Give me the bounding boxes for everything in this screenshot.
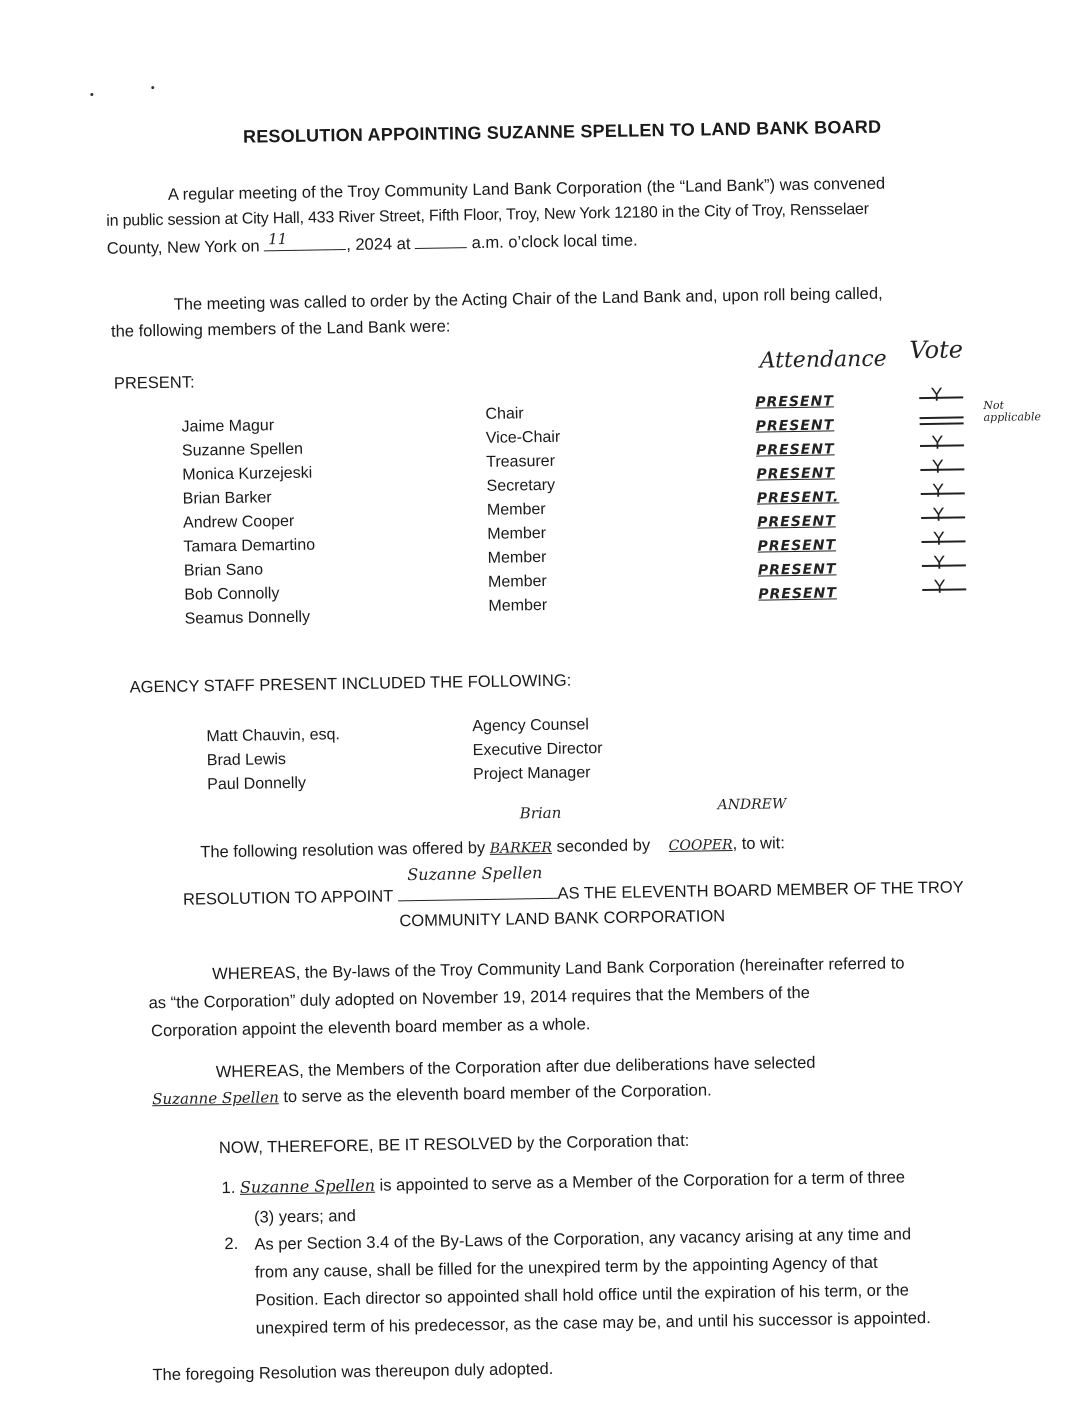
roll-call-line-1: The meeting was called to order by the Acting Chair of the Land Bank and, upon roll being called, — [173, 284, 883, 314]
vote-mark: Y — [931, 384, 943, 406]
staff-name: Matt Chauvin, esq. — [206, 726, 340, 746]
vote-line — [920, 422, 964, 425]
member-name: Suzanne Spellen — [181, 440, 304, 460]
resolved-line: NOW, THEREFORE, BE IT RESOLVED by the Corporation that: — [218, 1131, 690, 1158]
staff-heading: AGENCY STAFF PRESENT INCLUDED THE FOLLOWING: — [129, 671, 572, 697]
vote-cell — [914, 433, 974, 458]
whereas2-text: to serve as the eleventh board member of the Corporation. — [283, 1081, 712, 1107]
vote-cell — [913, 385, 973, 410]
member-roles-column — [485, 402, 563, 619]
member-role: Member — [486, 500, 546, 519]
member-name: Bob Connolly — [184, 585, 280, 604]
appointee-handwritten: Suzanne Spellen — [407, 863, 543, 885]
member-role: Member — [488, 596, 548, 615]
vote-mark: Y — [934, 576, 946, 598]
intro-line-3-c: a.m. o’clock local time. — [471, 231, 638, 253]
offered-by-name: BARKER — [489, 839, 553, 857]
vote-mark: Y — [932, 504, 945, 526]
intro-line-1: A regular meeting of the Troy Community Land Bank Corporation (the “Land Bank”) was convened — [167, 174, 886, 204]
member-role: Vice-Chair — [485, 428, 561, 447]
intro-line-3-b: , 2024 at — [346, 235, 411, 255]
present-label: PRESENT: — [113, 373, 195, 393]
vote-mark: Y — [931, 432, 944, 454]
vote-header: Vote — [909, 335, 964, 365]
seconded-by-name: COOPER — [668, 837, 733, 855]
member-role: Member — [487, 524, 547, 543]
resolution-text-a: RESOLUTION TO APPOINT — [182, 887, 394, 909]
staff-name: Brad Lewis — [206, 751, 287, 770]
vote-cell — [914, 457, 974, 482]
whereas2-line-1: WHEREAS, the Members of the Corporation after due deliberations have selected — [215, 1053, 816, 1082]
staff-names-column — [206, 723, 341, 797]
item2-number: 2. — [224, 1234, 239, 1254]
item1-appointee: Suzanne Spellen — [239, 1175, 376, 1197]
attendance-mark: PRESENT — [757, 561, 837, 579]
whereas1-line-3: Corporation appoint the eleventh board member as a whole. — [150, 1015, 591, 1041]
attendance-header: Attendance — [759, 346, 887, 374]
item2-line-4: unexpired term of his predecessor, as the case may be, and until his successor is appointed. — [255, 1309, 931, 1338]
seconded-by-above: ANDREW — [717, 796, 787, 814]
whereas1-line-2: as “the Corporation” duly adopted on November 19, 2014 requires that the Members of the — [148, 983, 811, 1013]
member-name: Monica Kurzejeski — [182, 464, 313, 484]
vote-cell — [913, 409, 973, 434]
attendance-mark: PRESENT — [756, 465, 836, 483]
document-title: RESOLUTION APPOINTING SUZANNE SPELLEN TO LAND BANK BOARD — [242, 116, 882, 147]
staff-roles-column — [472, 713, 603, 787]
closing-line: The foregoing Resolution was thereupon duly adopted. — [152, 1359, 554, 1385]
intro-line-2: in public session at City Hall, 433 River Street, Fifth Floor, Troy, New York 12180 in the City of Troy, Rensselaer — [106, 200, 869, 230]
item2-line-2: from any cause, shall be filled for the unexpired term by the appointing Agency of that — [254, 1253, 878, 1282]
item2-text — [254, 1220, 931, 1343]
date-blank — [264, 231, 346, 251]
attendance-mark: PRESENT — [757, 537, 837, 555]
staff-name: Paul Donnelly — [207, 774, 307, 794]
whereas2-appointee: Suzanne Spellen — [152, 1088, 279, 1109]
member-names-column — [181, 414, 316, 632]
resolution-text-b: AS THE ELEVENTH BOARD MEMBER OF THE TROY — [557, 878, 964, 903]
attendance-mark: PRESENT. — [756, 489, 840, 507]
resolution-heading-line-2: COMMUNITY LAND BANK CORPORATION — [399, 907, 726, 931]
vote-line — [920, 416, 964, 419]
time-blank — [415, 229, 467, 249]
item2-line-1: As per Section 3.4 of the By-Laws of the Corporation, any vacancy arising at any time and — [254, 1225, 912, 1254]
scan-speck — [90, 93, 93, 96]
member-name: Brian Sano — [183, 561, 264, 580]
attendance-column — [755, 389, 841, 606]
scan-speck — [151, 86, 154, 89]
intro-line-3-a: County, New York on — [106, 237, 260, 258]
member-role: Member — [487, 572, 547, 591]
offered-text-b: seconded by — [556, 836, 651, 856]
staff-role: Executive Director — [472, 740, 603, 760]
vote-cell — [915, 505, 975, 530]
vote-column — [913, 385, 976, 602]
vote-cell — [915, 481, 975, 506]
item1-number: 1. — [221, 1178, 236, 1198]
member-role: Treasurer — [486, 452, 556, 471]
attendance-mark: PRESENT — [758, 585, 837, 603]
member-name: Seamus Donnelly — [184, 608, 311, 628]
roll-call-line-2: the following members of the Land Bank were: — [110, 317, 451, 341]
vote-mark: Y — [933, 552, 946, 574]
whereas1-line-1: WHEREAS, the By-laws of the Troy Community Land Bank Corporation (hereinafter referred to — [212, 954, 905, 984]
offered-text-c: , to wit: — [732, 834, 785, 854]
offered-text-a: The following resolution was offered by — [200, 838, 486, 862]
attendance-mark: PRESENT — [755, 441, 835, 459]
vote-mark: Y — [933, 528, 945, 550]
item1-line-1 — [221, 1164, 905, 1201]
member-role: Member — [487, 548, 547, 567]
appointee-blank — [397, 863, 557, 902]
item2-line-3: Position. Each director so appointed shall hold office until the expiration of his term, or the — [255, 1281, 910, 1310]
attendance-mark: PRESENT — [755, 393, 834, 411]
member-name: Brian Barker — [182, 489, 272, 508]
member-name: Tamara Demartino — [183, 536, 316, 556]
date-handwritten: 11 — [267, 229, 288, 249]
staff-role: Agency Counsel — [472, 716, 589, 736]
staff-role: Project Manager — [472, 764, 591, 784]
vote-cell — [915, 529, 975, 554]
member-name: Andrew Cooper — [182, 512, 295, 532]
member-name: Jaime Magur — [181, 417, 275, 436]
not-applicable-note: Not applicable — [983, 398, 1042, 425]
item1-text: is appointed to serve as a Member of the Corporation for a term of three — [379, 1168, 906, 1195]
vote-cell — [916, 577, 976, 602]
offered-by-above: Brian — [519, 803, 562, 823]
item1-line-2: (3) years; and — [253, 1207, 356, 1227]
vote-mark: Y — [932, 456, 944, 478]
member-role: Chair — [485, 405, 524, 423]
vote-cell — [916, 553, 976, 578]
attendance-mark: PRESENT — [755, 417, 835, 435]
attendance-mark: PRESENT — [757, 513, 836, 531]
vote-mark: Y — [932, 480, 944, 502]
member-role: Secretary — [486, 476, 556, 495]
